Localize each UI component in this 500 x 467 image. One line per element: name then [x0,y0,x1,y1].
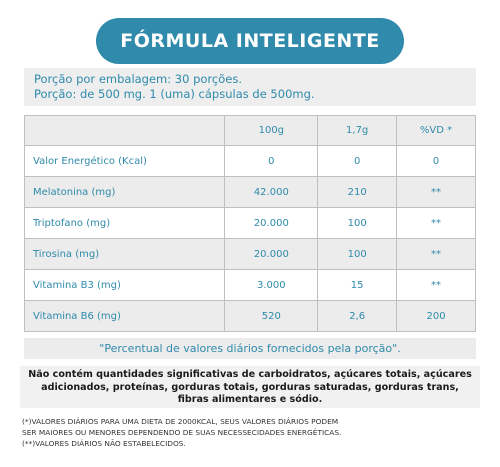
value-portion: 2,6 [318,301,397,332]
serving-per-package: Porção por embalagem: 30 porções. [34,72,242,86]
nutrient-label: Tirosina (mg) [25,239,225,270]
column-header-100g: 100g [225,116,318,146]
value-vd: ** [397,270,476,301]
column-header-vd: %VD * [397,116,476,146]
value-100g: 3.000 [225,270,318,301]
fine-print-line-1: (*)VALORES DIÁRIOS PARA UMA DIETA DE 2000KCAL, SEUS VALORES DIÁRIOS PODEM [22,417,339,426]
value-portion: 210 [318,177,397,208]
value-portion: 15 [318,270,397,301]
table-row [25,239,476,270]
value-100g: 42.000 [225,177,318,208]
table-row [25,208,476,239]
value-vd: 200 [397,301,476,332]
column-header-portion: 1,7g [318,116,397,146]
daily-value-caption [24,338,476,359]
value-100g: 520 [225,301,318,332]
note-line-2: adicionados, proteínas, gorduras totais, gorduras saturadas, gorduras trans, [41,381,459,393]
value-portion: 0 [318,146,397,177]
value-100g: 20.000 [225,239,318,270]
value-vd: 0 [397,146,476,177]
nutrient-label: Valor Energético (Kcal) [25,146,225,177]
table-row [25,301,476,332]
value-portion: 100 [318,239,397,270]
non-significant-note [20,366,480,408]
fine-print-line-3: (**)VALORES DIÁRIOS NÃO ESTABELECIDOS. [22,439,186,448]
value-vd: ** [397,239,476,270]
nutrient-label: Vitamina B6 (mg) [25,301,225,332]
daily-value-caption-text: "Percentual de valores diários fornecidos pela porção". [99,342,401,355]
table-header-row [25,116,476,146]
title-banner [96,18,404,64]
nutrient-label: Triptofano (mg) [25,208,225,239]
page-title: FÓRMULA INTELIGENTE [120,30,380,52]
value-100g: 0 [225,146,318,177]
column-header-nutrient [25,116,225,146]
value-vd: ** [397,177,476,208]
serving-size: Porção: de 500 mg. 1 (uma) cápsulas de 500mg. [34,87,315,101]
table-row [25,146,476,177]
value-portion: 100 [318,208,397,239]
table-row [25,177,476,208]
value-vd: ** [397,208,476,239]
serving-info [24,68,476,106]
nutrition-table [24,115,476,332]
nutrient-label: Vitamina B3 (mg) [25,270,225,301]
table-row [25,270,476,301]
note-line-1: Não contém quantidades significativas de carboidratos, açúcares totais, açúcares [28,369,472,380]
note-line-3: fibras alimentares e sódio. [177,394,323,405]
fine-print [22,416,482,449]
value-100g: 20.000 [225,208,318,239]
nutrient-label: Melatonina (mg) [25,177,225,208]
fine-print-line-2: SER MAIORES OU MENORES DEPENDENDO DE SUAS NECESSECIDADES ENERGÉTICAS. [22,428,342,437]
